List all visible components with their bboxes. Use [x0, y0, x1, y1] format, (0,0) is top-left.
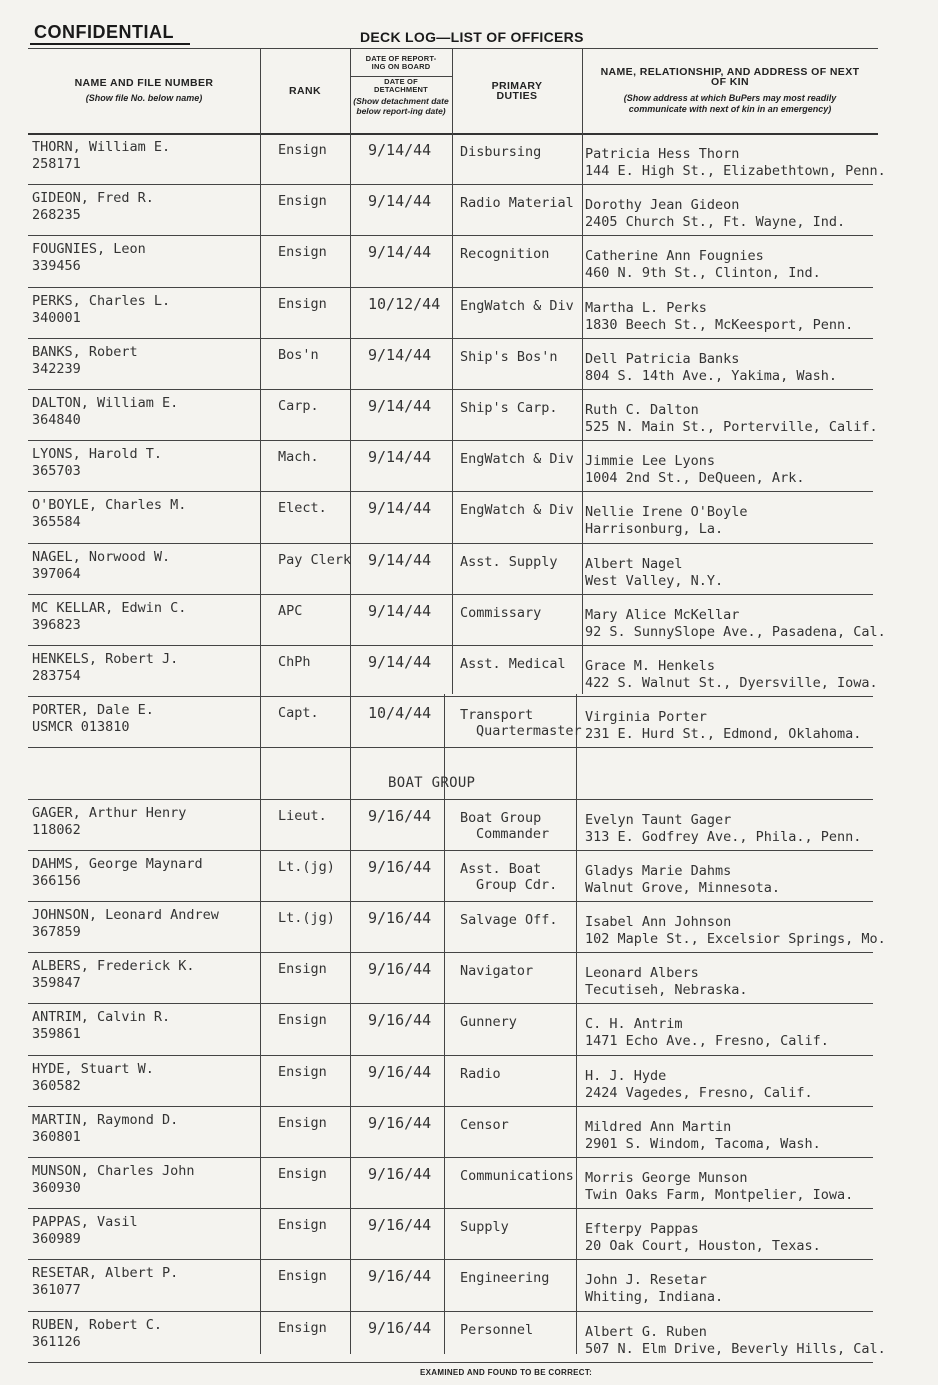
kin-name: Martha L. Perks	[585, 299, 707, 316]
officer-file-number: 360989	[32, 1231, 81, 1248]
primary-duty-line1: Asst. Medical	[460, 656, 566, 672]
duties-header-label: PRIMARY DUTIES	[491, 79, 543, 102]
table-row	[28, 1209, 878, 1260]
primary-duty-line1: Asst. Supply	[460, 553, 558, 570]
officer-rank: Ensign	[278, 1217, 327, 1234]
confidential-underline	[30, 43, 190, 45]
next-of-kin	[585, 1016, 829, 1050]
kin-address: 422 S. Walnut St., Dyersville, Iowa.	[585, 675, 878, 691]
officer-file-number: 118062	[32, 821, 81, 838]
officer-file-number: 359847	[32, 975, 81, 992]
primary-duty-line1: Disbursing	[460, 144, 542, 160]
next-of-kin	[585, 965, 748, 999]
officer-file-number: 397064	[32, 565, 81, 582]
officer-name-text: RUBEN, Robert C.	[32, 1316, 163, 1333]
officer-rank: Bos'n	[278, 346, 319, 363]
next-of-kin	[585, 607, 886, 641]
officer-name-text: BANKS, Robert	[32, 343, 138, 360]
officer-name-text: DAHMS, George Maynard	[32, 855, 203, 872]
next-of-kin	[585, 1324, 886, 1358]
primary-duty	[460, 298, 574, 314]
report-date: 9/14/44	[368, 141, 432, 159]
officer-rank: Lt.(jg)	[278, 910, 335, 926]
officer-name	[32, 907, 219, 941]
kin-name: C. H. Antrim	[585, 1016, 683, 1033]
kin-name: H. J. Hyde	[585, 1067, 667, 1084]
kin-address: 1004 2nd St., DeQueen, Ark.	[585, 470, 805, 487]
kin-header-label: NAME, RELATIONSHIP, AND ADDRESS OF NEXT OF KIN	[600, 65, 860, 88]
primary-duty	[460, 502, 574, 518]
next-of-kin	[585, 504, 748, 538]
primary-duty-line1: Gunnery	[460, 1014, 517, 1031]
officer-table	[28, 48, 886, 1357]
officer-name-text: ALBERS, Frederick K.	[32, 958, 195, 975]
column-header-date-detach	[350, 76, 452, 135]
officer-name	[32, 1214, 138, 1248]
officer-rank: Lieut.	[278, 807, 327, 824]
primary-duty-line1: Boat Group	[460, 809, 542, 826]
primary-duty	[460, 1219, 509, 1235]
kin-address: 1471 Echo Ave., Fresno, Calif.	[585, 1033, 829, 1050]
officer-rank: Carp.	[278, 398, 319, 414]
officer-rank: Ensign	[278, 244, 327, 261]
kin-address: Twin Oaks Farm, Montpelier, Iowa.	[585, 1187, 854, 1203]
officer-name-text: JOHNSON, Leonard Andrew	[32, 907, 219, 923]
officer-rank: Ensign	[278, 142, 327, 158]
primary-duty-line1: Transport	[460, 707, 534, 724]
table-row	[28, 1004, 878, 1055]
officer-name-text: ANTRIM, Calvin R.	[32, 1009, 171, 1026]
primary-duty	[460, 1270, 549, 1286]
next-of-kin	[585, 351, 837, 385]
table-row	[28, 1056, 878, 1107]
primary-duty	[460, 810, 549, 842]
primary-duty-line1: Radio	[460, 1065, 501, 1082]
report-date: 9/16/44	[368, 1216, 432, 1235]
report-date: 9/16/44	[368, 806, 432, 825]
report-date: 10/4/44	[368, 704, 432, 723]
officer-name-text: HENKELS, Robert J.	[32, 651, 179, 667]
primary-duty	[460, 349, 558, 365]
table-row	[28, 646, 878, 697]
officer-rank: Elect.	[278, 500, 327, 517]
primary-duty	[460, 1168, 574, 1184]
report-date: 9/14/44	[368, 499, 432, 518]
next-of-kin	[585, 812, 861, 846]
officer-name-text: PERKS, Charles L.	[32, 292, 171, 309]
primary-duty	[460, 1117, 509, 1133]
officer-name	[32, 241, 146, 275]
primary-duty-line1: Supply	[460, 1219, 509, 1236]
report-date: 9/14/44	[368, 243, 432, 262]
table-row	[28, 1107, 878, 1158]
table-row	[28, 902, 886, 953]
kin-name: John J. Resetar	[585, 1272, 707, 1289]
kin-name: Virginia Porter	[585, 709, 707, 726]
officer-name	[32, 600, 186, 634]
confidential-label: CONFIDENTIAL	[34, 22, 174, 42]
kin-name: Nellie Irene O'Boyle	[585, 504, 748, 521]
primary-duty-line1: EngWatch & Div	[460, 451, 574, 468]
next-of-kin	[585, 658, 878, 692]
officer-file-number: 360801	[32, 1128, 81, 1145]
table-row	[28, 953, 878, 1004]
report-date: 9/14/44	[368, 601, 432, 620]
officer-name	[32, 549, 170, 583]
kin-address: Walnut Grove, Minnesota.	[585, 879, 781, 896]
report-date: 9/16/44	[368, 1062, 432, 1081]
officer-file-number: 365703	[32, 463, 81, 480]
form-title: DECK LOG—LIST OF OFFICERS	[360, 29, 584, 45]
kin-address: West Valley, N.Y.	[585, 572, 724, 589]
row-divider	[28, 747, 873, 748]
officer-name	[32, 651, 178, 685]
date-detach-note: (Show detachment date below report-ing date)	[353, 96, 449, 116]
primary-duty-line1: Asst. Boat	[460, 860, 542, 877]
officer-name-text: O'BOYLE, Charles M.	[32, 497, 187, 514]
report-date: 9/16/44	[368, 1318, 432, 1337]
officer-name-text: HYDE, Stuart W.	[32, 1060, 154, 1077]
primary-duty	[460, 861, 557, 893]
officer-name-text: FOUGNIES, Leon	[32, 241, 146, 258]
primary-duty	[460, 554, 558, 570]
kin-address: Harrisonburg, La.	[585, 521, 724, 538]
report-date: 9/14/44	[368, 653, 432, 671]
report-date: 9/14/44	[368, 192, 432, 211]
kin-name: Albert G. Ruben	[585, 1323, 707, 1340]
primary-duty	[460, 246, 549, 262]
officer-name	[32, 395, 178, 429]
officer-rank: Ensign	[278, 1063, 327, 1080]
officer-file-number: 360582	[32, 1077, 81, 1094]
kin-address: 92 S. SunnySlope Ave., Pasadena, Cal.	[585, 623, 886, 640]
next-of-kin	[585, 709, 861, 743]
officer-name-text: MC KELLAR, Edwin C.	[32, 599, 187, 616]
table-row	[28, 236, 878, 287]
report-date: 9/16/44	[368, 857, 432, 876]
officer-name	[32, 446, 162, 480]
kin-name: Ruth C. Dalton	[585, 402, 699, 418]
primary-duty-line2: Commander	[476, 825, 550, 842]
boat-group-heading: BOAT GROUP	[388, 775, 476, 791]
primary-duty-line1: EngWatch & Div	[460, 297, 574, 314]
officer-rank: Capt.	[278, 705, 319, 722]
next-of-kin	[585, 453, 804, 487]
officer-name	[32, 1112, 178, 1146]
table-row	[28, 851, 878, 902]
officer-file-number: 258171	[32, 156, 81, 172]
next-of-kin	[585, 197, 845, 231]
report-date: 9/14/44	[368, 550, 432, 569]
report-date: 9/14/44	[368, 397, 432, 415]
primary-duty	[460, 656, 566, 672]
kin-address: 313 E. Godfrey Ave., Phila., Penn.	[585, 828, 862, 845]
table-row	[28, 288, 878, 339]
report-date: 9/16/44	[368, 1011, 432, 1030]
officer-file-number: 342239	[32, 360, 81, 377]
officer-rank: APC	[278, 602, 303, 619]
officer-name	[32, 1163, 195, 1197]
officer-file-number: 366156	[32, 872, 81, 889]
footer-certification: EXAMINED AND FOUND TO BE CORRECT:	[420, 1368, 593, 1377]
kin-address: 231 E. Hurd St., Edmond, Oklahoma.	[585, 726, 862, 743]
officer-name-text: PORTER, Dale E.	[32, 702, 154, 719]
officer-name-text: DALTON, William E.	[32, 395, 179, 411]
officer-rank: Ensign	[278, 1114, 327, 1131]
table-row	[28, 134, 886, 185]
kin-name: Leonard Albers	[585, 965, 699, 982]
report-date: 9/14/44	[368, 448, 432, 467]
primary-duty	[460, 195, 574, 211]
next-of-kin	[585, 914, 886, 948]
officer-name-text: NAGEL, Norwood W.	[32, 548, 171, 565]
officer-file-number: 361077	[32, 1282, 81, 1299]
report-date: 9/16/44	[368, 960, 432, 979]
officer-rank: Mach.	[278, 449, 319, 466]
table-row	[28, 1260, 878, 1311]
report-date: 9/16/44	[368, 1165, 432, 1183]
officer-rank: ChPh	[278, 654, 311, 670]
kin-address: 102 Maple St., Excelsior Springs, Mo.	[585, 931, 886, 947]
kin-address: 460 N. 9th St., Clinton, Ind.	[585, 265, 821, 282]
kin-name: Jimmie Lee Lyons	[585, 453, 716, 470]
kin-address: 144 E. High St., Elizabethtown, Penn.	[585, 163, 886, 179]
officer-name	[32, 958, 195, 992]
primary-duty-line1: Ship's Bos'n	[460, 348, 558, 365]
kin-name: Albert Nagel	[585, 555, 683, 572]
officer-rank: Ensign	[278, 1319, 327, 1336]
primary-duty	[460, 1066, 501, 1082]
table-row	[28, 339, 878, 390]
kin-address: 525 N. Main St., Porterville, Calif.	[585, 419, 878, 435]
officer-file-number: 283754	[32, 668, 81, 684]
primary-duty-line1: Recognition	[460, 246, 550, 263]
name-header-note: (Show file No. below name)	[85, 93, 203, 103]
officer-name	[32, 190, 154, 224]
table-row	[28, 800, 878, 851]
kin-address: 2901 S. Windom, Tacoma, Wash.	[585, 1135, 821, 1152]
report-date: 10/12/44	[368, 294, 441, 313]
kin-name: Gladys Marie Dahms	[585, 862, 732, 879]
kin-name: Patricia Hess Thorn	[585, 146, 740, 162]
kin-address: 507 N. Elm Drive, Beverly Hills, Cal.	[585, 1340, 886, 1357]
officer-name	[32, 856, 203, 890]
table-row	[28, 1312, 886, 1363]
officer-name-text: GIDEON, Fred R.	[32, 190, 154, 207]
officer-name	[32, 497, 186, 531]
next-of-kin	[585, 1170, 853, 1204]
primary-duty-line2: Group Cdr.	[476, 876, 558, 893]
officer-name	[32, 702, 154, 736]
officer-file-number: 268235	[32, 207, 81, 224]
primary-duty-line1: Radio Material	[460, 195, 574, 212]
name-header-label: NAME AND FILE NUMBER	[74, 77, 214, 89]
primary-duty	[460, 400, 558, 416]
officer-name	[32, 1061, 154, 1095]
table-row	[28, 390, 878, 441]
next-of-kin	[585, 1119, 821, 1153]
officer-file-number: 339456	[32, 258, 81, 275]
column-header-kin	[582, 48, 878, 133]
officer-rank: Ensign	[278, 1268, 327, 1285]
kin-name: Morris George Munson	[585, 1170, 748, 1186]
report-date: 9/16/44	[368, 1113, 432, 1132]
kin-name: Catherine Ann Fougnies	[585, 248, 764, 265]
officer-file-number: 340001	[32, 309, 81, 326]
primary-duty-line1: Ship's Carp.	[460, 400, 558, 416]
next-of-kin	[585, 863, 780, 897]
column-header-date-report	[350, 51, 452, 75]
primary-duty-line1: Personnel	[460, 1321, 534, 1338]
officer-file-number: 365584	[32, 514, 81, 531]
next-of-kin	[585, 402, 878, 436]
kin-name: Grace M. Henkels	[585, 658, 716, 674]
officer-file-number: USMCR 013810	[32, 719, 130, 736]
primary-duty-line1: Navigator	[460, 963, 534, 980]
officer-file-number: 364840	[32, 412, 81, 428]
next-of-kin	[585, 300, 853, 334]
officer-file-number: 367859	[32, 924, 81, 940]
rank-header-label: RANK	[289, 84, 321, 97]
kin-name: Efterpy Pappas	[585, 1221, 699, 1238]
table-row	[28, 1158, 878, 1209]
officer-rank: Pay Clerk	[278, 551, 352, 568]
officer-name	[32, 1009, 170, 1043]
primary-duty-line1: Engineering	[460, 1270, 550, 1287]
officer-rank: Ensign	[278, 961, 327, 978]
officer-name	[32, 1265, 178, 1299]
kin-name: Isabel Ann Johnson	[585, 914, 732, 930]
kin-address: 1830 Beech St., McKeesport, Penn.	[585, 316, 854, 333]
primary-duty-line2: Quartermaster	[476, 723, 582, 740]
primary-duty-line1: Commissary	[460, 604, 542, 621]
column-header-name	[28, 48, 260, 133]
table-row	[28, 697, 878, 748]
kin-name: Dell Patricia Banks	[585, 350, 740, 367]
kin-name: Evelyn Taunt Gager	[585, 811, 732, 828]
officer-file-number: 359861	[32, 1026, 81, 1043]
next-of-kin	[585, 146, 886, 180]
report-date: 9/14/44	[368, 345, 432, 364]
table-row	[28, 492, 878, 543]
primary-duty-line1: Censor	[460, 1116, 509, 1133]
next-of-kin	[585, 248, 821, 282]
row-divider	[28, 1362, 873, 1363]
officer-file-number: 361126	[32, 1333, 81, 1350]
primary-duty	[460, 1014, 517, 1030]
primary-duty	[460, 1322, 533, 1338]
kin-name: Mary Alice McKellar	[585, 606, 740, 623]
primary-duty	[460, 707, 582, 739]
date-report-label: DATE OF REPORT-ING ON BOARD	[365, 54, 437, 71]
primary-duty	[460, 963, 533, 979]
kin-header-note: (Show address at which BuPers may most readily communicate with next of kin in an emergency)	[623, 92, 837, 114]
kin-address: Whiting, Indiana.	[585, 1289, 724, 1306]
officer-rank: Ensign	[278, 295, 327, 312]
officer-rank: Lt.(jg)	[278, 858, 335, 875]
date-detach-label: DATE OF DETACHMENT	[374, 77, 428, 94]
primary-duty-line1: Salvage Off.	[460, 912, 558, 928]
table-row	[28, 544, 878, 595]
kin-name: Dorothy Jean Gideon	[585, 197, 740, 214]
table-row	[28, 595, 886, 646]
officer-rank: Ensign	[278, 1012, 327, 1029]
officer-file-number: 396823	[32, 616, 81, 633]
officer-name-text: PAPPAS, Vasil	[32, 1214, 138, 1231]
officer-file-number: 360930	[32, 1180, 81, 1196]
next-of-kin	[585, 1272, 723, 1306]
primary-duty	[460, 144, 541, 160]
column-header-rank	[260, 48, 350, 133]
officer-name-text: MUNSON, Charles John	[32, 1163, 195, 1179]
officer-name	[32, 344, 138, 378]
column-header-duties	[452, 48, 582, 133]
report-date: 9/16/44	[368, 909, 432, 927]
kin-address: 20 Oak Court, Houston, Texas.	[585, 1238, 821, 1255]
table-row	[28, 441, 878, 492]
next-of-kin	[585, 1068, 813, 1102]
table-row	[28, 185, 878, 236]
next-of-kin	[585, 1221, 821, 1255]
officer-name-text: MARTIN, Raymond D.	[32, 1111, 179, 1128]
officer-name	[32, 139, 170, 173]
officer-name-text: LYONS, Harold T.	[32, 446, 163, 463]
officer-name	[32, 1317, 162, 1351]
officer-rank: Ensign	[278, 193, 327, 210]
kin-address: 804 S. 14th Ave., Yakima, Wash.	[585, 367, 837, 384]
report-date: 9/16/44	[368, 1267, 432, 1286]
primary-duty	[460, 912, 558, 928]
primary-duty	[460, 451, 574, 467]
officer-rank: Ensign	[278, 1166, 327, 1182]
primary-duty-line1: EngWatch & Div	[460, 502, 574, 519]
officer-name-text: GAGER, Arthur Henry	[32, 804, 187, 821]
kin-address: 2405 Church St., Ft. Wayne, Ind.	[585, 214, 846, 231]
kin-name: Mildred Ann Martin	[585, 1118, 732, 1135]
kin-address: Tecutiseh, Nebraska.	[585, 982, 748, 999]
next-of-kin	[585, 556, 723, 590]
kin-address: 2424 Vagedes, Fresno, Calif.	[585, 1084, 813, 1101]
officer-name-text: THORN, William E.	[32, 139, 171, 155]
primary-duty	[460, 605, 541, 621]
officer-name	[32, 293, 170, 327]
officer-name-text: RESETAR, Albert P.	[32, 1265, 179, 1282]
primary-duty-line1: Communications	[460, 1168, 574, 1184]
officer-name	[32, 805, 186, 839]
